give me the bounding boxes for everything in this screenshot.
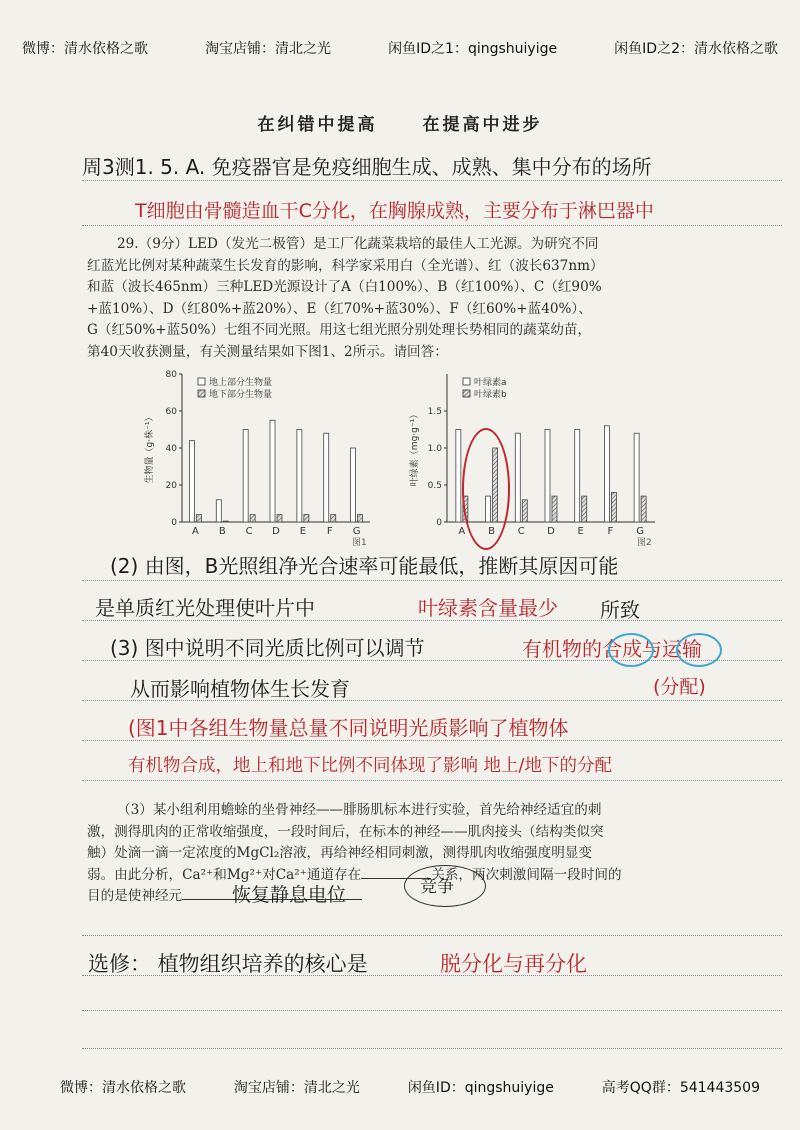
legend-label: 地下部分生物量	[209, 390, 273, 400]
bar-D-1	[270, 420, 275, 522]
x-tick-label: G	[352, 526, 361, 537]
footer-weibo: 微博：清水依格之歌	[60, 1080, 186, 1096]
handwritten-note-line2: T细胞由骨髓造血干C分化，在胸腺成熟，主要分布于淋巴器中	[135, 200, 654, 222]
answer-2-line1: (2) 由图，B光照组净光合速率可能最低，推断其原因可能	[110, 554, 619, 578]
x-tick-label: E	[299, 526, 307, 537]
bar-D-2	[277, 515, 282, 522]
header-xianyu-2: 闲鱼ID之2：清水依格之歌	[614, 41, 778, 57]
blue-annotation-circle	[608, 633, 654, 667]
bar-A-1	[189, 441, 194, 522]
question-paragraph: （3）某小组利用蟾蜍的坐骨神经——腓肠肌标本进行实验，首先给神经适宜的刺	[117, 802, 602, 818]
elective-note: 选修： 植物组织培养的核心是	[88, 952, 368, 976]
bar-E-2	[582, 496, 587, 522]
x-tick-label: B	[488, 526, 496, 537]
bar-F-1	[324, 433, 329, 522]
question-paragraph: 和蓝（波长465nm）三种LED光源设计了A（白100%）、B（红100%）、C（红90%	[87, 279, 602, 295]
question-paragraph: 红蓝光比例对某种蔬菜生长发育的影响，科学家采用白（全光谱）、红（波长637nm）	[87, 257, 604, 274]
footer-xianyu: 闲鱼ID：qingshuiyige	[407, 1080, 554, 1096]
x-tick-label: G	[636, 526, 645, 537]
y-tick-label: 1.0	[427, 444, 442, 454]
question-paragraph: 29.（9分）LED（发光二极管）是工厂化蔬菜栽培的最佳人工光源。为研究不同	[117, 236, 599, 252]
x-tick-label: A	[192, 526, 199, 537]
ruled-line	[82, 225, 782, 226]
red-annotation-circle	[462, 428, 510, 550]
elective-answer: 脱分化与再分化	[440, 952, 587, 976]
page-footer	[60, 1077, 760, 1097]
bar-E-1	[297, 430, 302, 523]
y-axis-label: 叶绿素（mg·g⁻¹）	[410, 409, 420, 487]
bar-C-2	[250, 515, 255, 522]
question-paragraph: 触）处滴一滴一定浓度的MgCl₂溶液，再给神经相同刺激，测得肌肉收缩强度明显变	[87, 845, 593, 861]
y-tick-label: 0	[171, 518, 177, 528]
y-tick-label: 1.5	[427, 407, 442, 417]
bar-B-1	[216, 500, 221, 522]
blank-answer-handwritten: 恢复静息电位	[232, 884, 347, 906]
question-paragraph: +蓝10%）、D（红80%+蓝20%）、E（红70%+蓝30%）、F（红60%+蓝40%）、	[87, 300, 592, 317]
bar-F-2	[611, 492, 616, 522]
bar-C-1	[515, 433, 520, 522]
bar-D-2	[552, 496, 557, 522]
footer-taobao: 淘宝店铺：清北之光	[233, 1080, 360, 1096]
bar-G-1	[634, 433, 639, 522]
bar-G-2	[641, 496, 646, 522]
bar-B-2	[223, 521, 228, 522]
bar-F-1	[604, 426, 609, 522]
bar-C-2	[522, 500, 527, 522]
ruled-line	[82, 780, 782, 781]
ruled-line	[82, 1048, 782, 1049]
header-taobao: 淘宝店铺：清北之光	[205, 41, 332, 57]
question-paragraph: 激，测得肌肉的正常收缩强度，一段时间后，在标本的神经——肌肉接头（结构类似突	[87, 823, 604, 840]
dark-annotation-circle	[404, 865, 486, 907]
legend-swatch	[198, 378, 205, 385]
question-text: 弱。由此分析，Ca²⁺和Mg²⁺对Ca²⁺通道存在	[87, 866, 362, 883]
footer-qq: 高考QQ群：541443509	[601, 1080, 760, 1096]
bar-G-2	[358, 515, 363, 522]
bar-C-1	[243, 430, 248, 523]
header-weibo: 微博：清水依格之歌	[22, 41, 148, 57]
bar-E-1	[575, 430, 580, 523]
x-tick-label: D	[547, 526, 555, 537]
legend-label: 叶绿素b	[474, 390, 507, 400]
slogan-left: 在纠错中提高	[257, 115, 378, 135]
answer-3-red-keyword: 有机物的合成与运输	[522, 637, 702, 661]
bar-F-2	[331, 515, 336, 522]
chlorophyll-bar-chart	[405, 366, 665, 546]
question-paragraph: G（红50%+蓝50%）七组不同光照。用这七组光照分别处理长势相同的蔬菜幼苗，	[87, 322, 592, 338]
question-29-stem	[87, 234, 727, 363]
x-tick-label: B	[218, 526, 226, 537]
question-text: 目的是使神经元	[87, 888, 183, 904]
bar-A-2	[196, 515, 201, 522]
ruled-line	[82, 180, 782, 181]
y-tick-label: 40	[165, 444, 177, 454]
ruled-line	[82, 1010, 782, 1011]
answer-3-red-line2: 有机物合成，地上和地下比例不同体现了影响 地上/地下的分配	[128, 756, 612, 776]
bar-A-1	[456, 430, 461, 523]
figure-caption: 图2	[637, 538, 652, 546]
handwritten-note-line1: 周3测1. 5. A. 免疫器官是免疫细胞生成、成熟、集中分布的场所	[82, 155, 652, 179]
header-xianyu-1: 闲鱼ID之1：qingshuiyige	[388, 41, 558, 57]
slogan-right: 在提高中进步	[422, 115, 543, 135]
x-tick-label: F	[607, 526, 614, 537]
y-axis-label: 生物量（g·株⁻¹）	[145, 412, 155, 484]
y-tick-label: 20	[165, 481, 177, 491]
biomass-bar-chart	[140, 366, 380, 546]
y-tick-label: 0	[436, 518, 442, 528]
legend-label: 叶绿素a	[474, 378, 507, 388]
x-tick-label: F	[326, 526, 333, 537]
bar-D-1	[545, 430, 550, 523]
y-tick-label: 60	[165, 407, 177, 417]
bar-G-1	[351, 448, 356, 522]
answer-2-line2: 是单质红光处理使叶片中	[95, 596, 315, 620]
answer-3-red-line1: (图1中各组生物量总量不同说明光质影响了植物体	[128, 716, 569, 740]
answer-3-distribution-note: (分配)	[653, 676, 706, 698]
answer-3-line2: 从而影响植物体生长发育	[130, 677, 350, 701]
answer-3-line1: (3) 图中说明不同光质比例可以调节	[110, 636, 425, 660]
ruled-line	[82, 935, 782, 936]
bar-E-2	[304, 515, 309, 522]
x-tick-label: A	[458, 526, 466, 537]
legend-swatch	[463, 390, 470, 397]
question-paragraph: 第40天收获测量，有关测量结果如下图1、2所示。请回答：	[87, 343, 448, 360]
question-text: 关系，两次刺激间隔一段时间的	[431, 866, 622, 883]
x-tick-label: D	[272, 526, 280, 537]
blue-annotation-circle	[676, 633, 722, 667]
answer-2-line2-end: 所致	[600, 598, 640, 622]
y-tick-label: 80	[165, 370, 177, 380]
ruled-line	[82, 580, 782, 581]
x-tick-label: C	[517, 526, 525, 537]
figure-caption: 图1	[352, 538, 367, 546]
legend-swatch	[198, 390, 205, 397]
answer-2-red-keyword: 叶绿素含量最少	[418, 596, 558, 620]
page-slogan	[0, 110, 800, 135]
x-tick-label: E	[577, 526, 584, 537]
y-tick-label: 0.5	[427, 481, 442, 491]
x-tick-label: C	[245, 526, 253, 537]
legend-swatch	[463, 378, 470, 385]
legend-label: 地上部分生物量	[209, 378, 273, 388]
blank-answer-competition: 竞争	[420, 877, 454, 897]
page-header	[22, 38, 778, 58]
